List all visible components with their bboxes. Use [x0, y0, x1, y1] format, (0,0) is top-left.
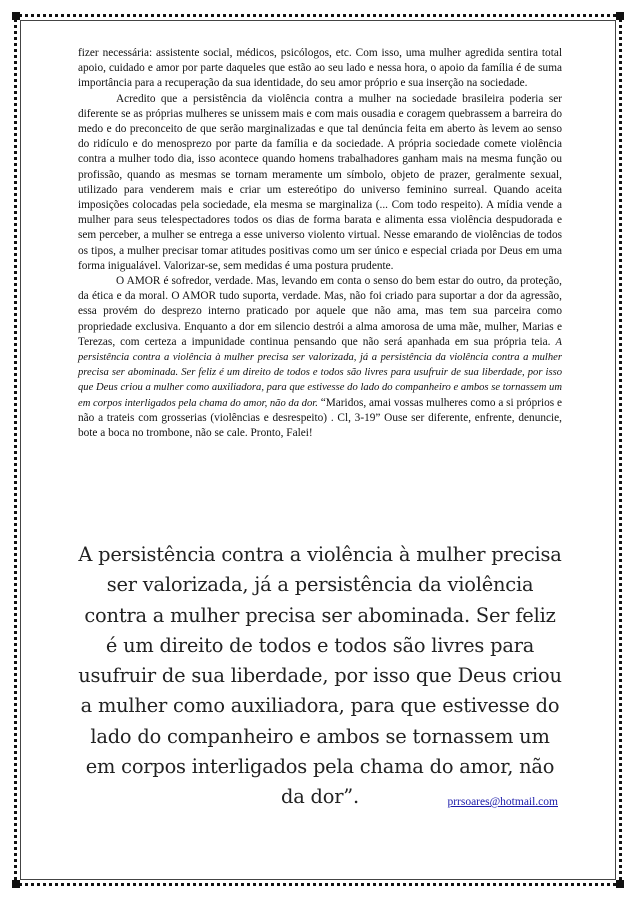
body-text: [78, 46, 562, 441]
corner-mark-top-right: [616, 12, 624, 20]
paragraph-3-start: O AMOR é sofredor, verdade. Mas, levando em conta o senso do bem estar do outro, da proteção, da ética e da moral. O AMOR tudo suporta, verdade. Mas, não foi criado para suportar a dor da agressão, essa provém do desprezo interno praticado por aquele que não ama, mas tem sua parceira como propriedade exclusiva. Enquanto a dor em silencio destrói a alma amorosa de uma mãe, mulher, Marias e Terezas, com certeza a impunidade continua pensando que não será apanhada em sua própria teia.: [78, 275, 562, 348]
email-link[interactable]: prrsoares@hotmail.com: [447, 796, 558, 808]
paragraph-1: fizer necessária: assistente social, médicos, psicólogos, etc. Com isso, uma mulher agredida sentira total apoio, cuidado e amor por parte daqueles que estão ao seu lado e nessa hora, o apoio da família é de suma importância para a recuperação da sua identidade, do seu amor próprio e sua inserção na sociedade.: [78, 47, 562, 90]
paragraph-3: [78, 274, 562, 441]
corner-mark-bottom-right: [616, 880, 624, 888]
corner-mark-bottom-left: [12, 880, 20, 888]
paragraph-2: Acredito que a persistência da violência contra a mulher na sociedade brasileira poderia ser diferente se as próprias mulheres se unissem mais e com mais ousadia e coragem quebrassem a barreira do medo e do preconceito de que serão marginalizadas e que tal denúncia feita em aberto às levem ao senso do ridículo e do menosprezo por parte da família e da sociedade. A própria sociedade comete violência contra a mulher todo dia, isso acontece quando homens trabalhadores ganham mais na mesma função ou profissão, quando as mesmas se tornam meramente um símbolo, objeto de prazer, geralmente sexual, utilizado para venderem mais e criar um estereótipo do universo feminino surreal. Quando aceita imposições colocadas pela sociedade, ela mesma se marginaliza (... Com todo respeito). A mídia vende a mulher para seus telespectadores todos os dias de forma barata e alimenta essa violência despudorada e sem perceber, a mulher se entrega a esse universo violento virtual. Nesse emarando de violências de todos os tipos, a mulher precisar tomar atitudes positivas como um ser único e especial criada por Deus em uma forma inigualável. Valorizar-se, sem medidas é uma postura prudente.: [78, 92, 562, 272]
paragraph-3-italic: A persistência contra a violência à mulher precisa ser valorizada, já a persistência da violência contra a mulher precisa ser abominada. Ser feliz é um direito de todos e todos são livres para usufruir de sua liberdade, por isso que Deus criou a mulher como auxiliadora, para que estivesse do lado do companheiro e ambos se tornassem um em corpos interligados pela chama do amor, não da dor.: [78, 336, 562, 409]
highlighted-quote: [78, 540, 562, 813]
corner-mark-top-left: [12, 12, 20, 20]
quote-text: A persistência contra a violência à mulher precisa ser valorizada, já a persistência da violência contra a mulher precisa ser abominada. Ser feliz é um direito de todos e todos são livres para usufruir de sua liberdade, por isso que Deus criou a mulher como auxiliadora, para que estivesse do lado do companheiro e ambos se tornassem um em corpos interligados pela chama do amor, não da dor”.: [78, 543, 562, 809]
paragraph-3-end: “Maridos, amai vossas mulheres como a si próprios e não a trateis com grosserias (violências e desrespeito) . Cl, 3-19” Ouse ser diferente, enfrente, denuncie, bote a boca no trombone, não se cale. Pronto, Falei!: [78, 396, 563, 440]
